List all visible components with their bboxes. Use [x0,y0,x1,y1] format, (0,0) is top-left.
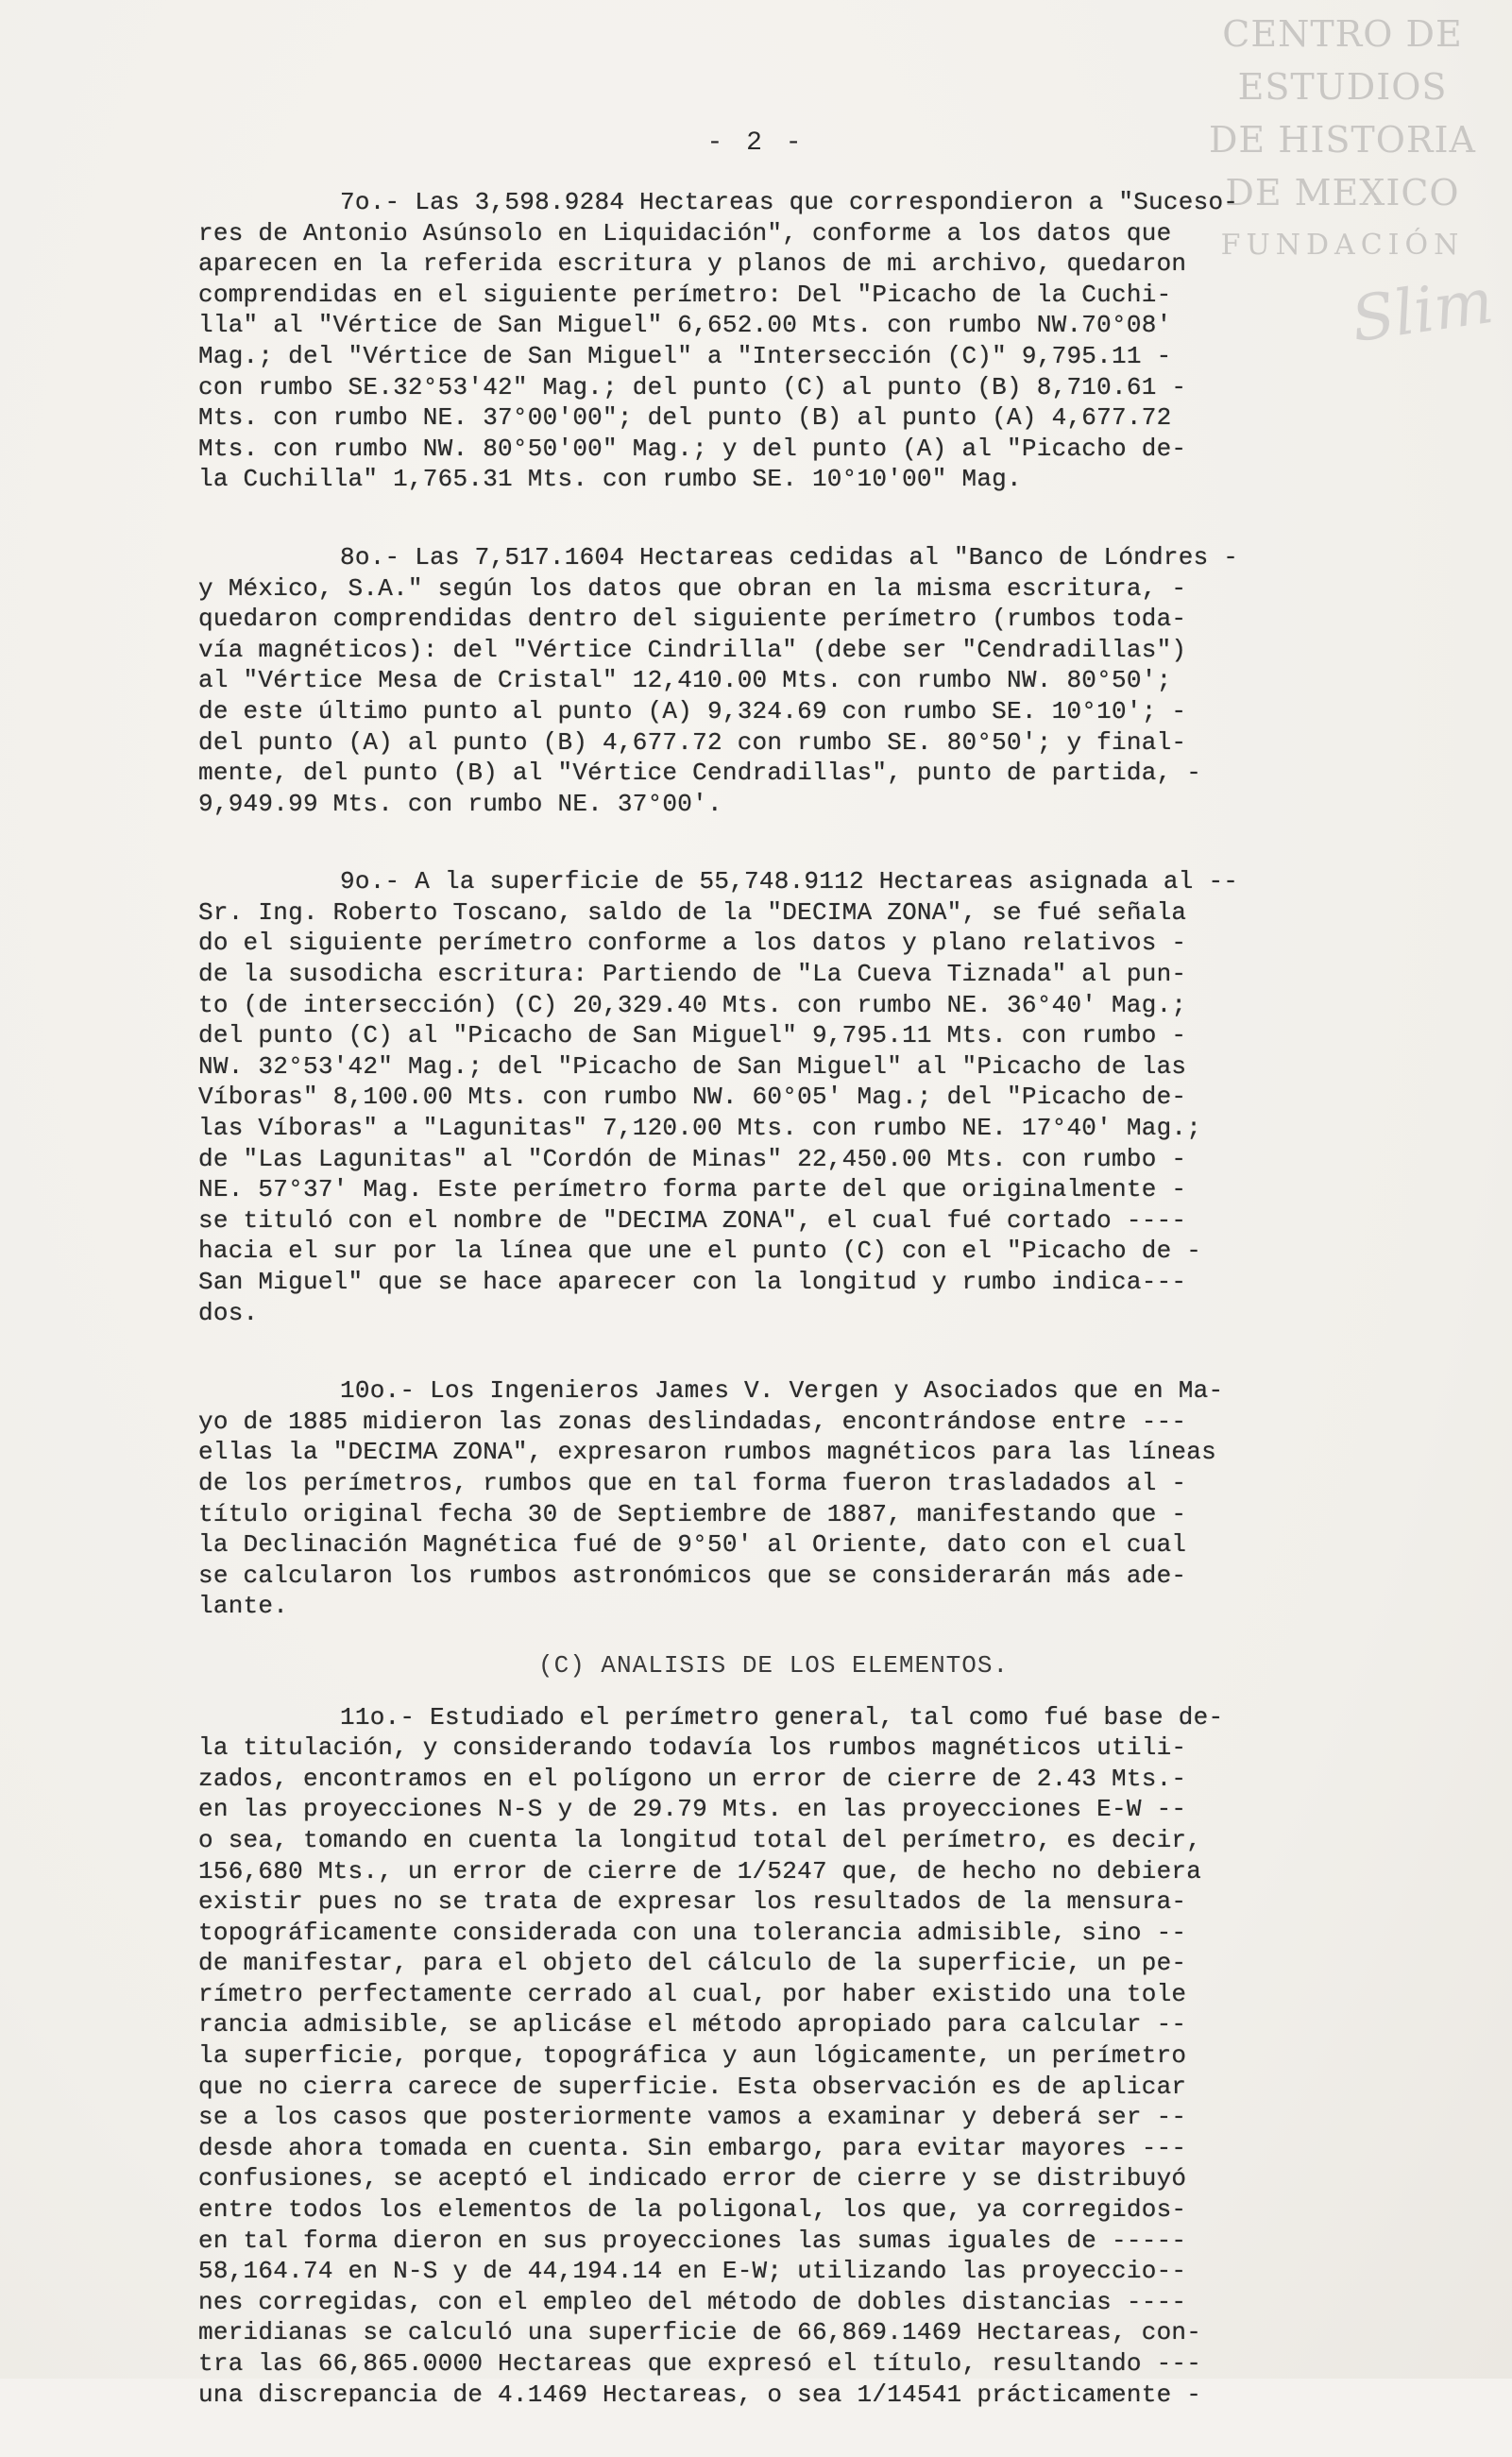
text-line: Mag.; del "Vértice de San Miguel" a "Intersección (C)" 9,795.11 - [198,341,1172,370]
text-line: la Cuchilla" 1,765.31 Mts. con rumbo SE. 10°10'00" Mag. [198,465,1022,494]
text-line: 58,164.74 en N-S y de 44,194.14 en E-W; utilizando las proyeccio-- [198,2257,1187,2286]
text-line: se tituló con el nombre de "DECIMA ZONA", el cual fué cortado ---- [198,1205,1187,1235]
text-line: la superficie, porque, topográfica y aun lógicamente, un perímetro [198,2041,1187,2071]
text-line: lante. [198,1592,289,1621]
text-line: aparecen en la referida escritura y planos de mi archivo, quedaron [198,249,1187,279]
watermark-line: DE HISTORIA [1208,119,1476,161]
text-line: NW. 32°53'42" Mag.; del "Picacho de San Miguel" al "Picacho de las [198,1051,1187,1081]
text-line: rancia admisible, se aplicáse el método apropiado para calcular -- [198,2010,1187,2039]
text-line: se calcularon los rumbos astronómicos que se considerarán más ade- [198,1561,1187,1590]
text-line: título original fecha 30 de Septiembre de 1887, manifestando que - [198,1499,1187,1528]
document-body [198,187,1445,2457]
text-line: topográficamente considerada con una tolerancia admisible, sino -- [198,1918,1187,1947]
text-line: ellas la "DECIMA ZONA", expresaron rumbos magnéticos para las líneas [198,1438,1216,1467]
text-line: 8o.- Las 7,517.1604 Hectareas cedidas al "Banco de Lóndres - [340,542,1239,572]
paragraph-11 [198,1702,1445,2411]
text-line: 156,680 Mts., un error de cierre de 1/5247 que, de hecho no debiera [198,1856,1202,1885]
text-line: Mts. con rumbo NW. 80°50'00" Mag.; y del punto (A) al "Picacho de- [198,434,1187,463]
text-line: hacia el sur por la línea que une el punto (C) con el "Picacho de - [198,1237,1202,1266]
watermark-signature: Slim [1347,264,1498,357]
text-line: Sr. Ing. Roberto Toscano, saldo de la "DECIMA ZONA", se fué señala [198,897,1187,927]
text-line: lla" al "Vértice de San Miguel" 6,652.00 Mts. con rumbo NW.70°08' [198,311,1172,340]
text-line: de los perímetros, rumbos que en tal forma fueron trasladados al - [198,1468,1187,1497]
text-line: desde ahora tomada en cuenta. Sin embargo, para evitar mayores --- [198,2133,1187,2162]
text-line: de la susodicha escritura: Partiendo de "La Cueva Tiznada" al pun- [198,960,1187,989]
watermark-subline: FUNDACIÓN [1220,229,1465,262]
text-line: la Declinación Magnética fué de 9°50' al Oriente, dato con el cual [198,1530,1187,1560]
paragraph-7 [198,187,1445,495]
paragraph-8 [198,542,1445,819]
text-line: se a los casos que posteriormente vamos a examinar y deberá ser -- [198,2103,1187,2132]
text-line: 10o.- Los Ingenieros James V. Vergen y Asociados que en Ma- [340,1376,1224,1406]
text-line: entre todos los elementos de la poligonal, los que, ya corregidos- [198,2195,1187,2225]
text-line: del punto (C) al "Picacho de San Miguel" 9,795.11 Mts. con rumbo - [198,1021,1187,1050]
watermark-line: CENTRO DE [1222,13,1463,55]
paragraph-9 [198,866,1445,1328]
paragraph-10 [198,1375,1445,1622]
page-number: - 2 - [706,128,806,158]
text-line: y México, S.A." según los datos que obran en la misma escritura, - [198,573,1187,603]
text-line: una discrepancia de 4.1469 Hectareas, o sea 1/14541 prácticamente - [198,2380,1202,2409]
text-line: de este último punto al punto (A) 9,324.69 con rumbo SE. 10°10'; - [198,696,1187,725]
text-line: en tal forma dieron en sus proyecciones las sumas iguales de ----- [198,2226,1187,2255]
text-line: do el siguiente perímetro conforme a los datos y plano relativos - [198,929,1187,958]
text-line: to (de intersección) (C) 20,329.40 Mts. con rumbo NE. 36°40' Mag.; [198,990,1187,1019]
text-line: res de Antonio Asúnsolo en Liquidación", conforme a los datos que [198,218,1172,247]
text-line: NE. 57°37' Mag. Este perímetro forma parte del que originalmente - [198,1175,1187,1204]
text-line: del punto (A) al punto (B) 4,677.72 con rumbo SE. 80°50'; y final- [198,727,1187,757]
text-line: 9,949.99 Mts. con rumbo NE. 37°00'. [198,789,722,818]
text-line: Mts. con rumbo NE. 37°00'00"; del punto (B) al punto (A) 4,677.72 [198,403,1172,433]
text-line: de manifestar, para el objeto del cálculo de la superficie, un pe- [198,1949,1187,1978]
text-line: quedaron comprendidas dentro del siguiente perímetro (rumbos toda- [198,605,1187,634]
text-line: San Miguel" que se hace aparecer con la longitud y rumbo indica--- [198,1268,1187,1296]
text-line: Víboras" 8,100.00 Mts. con rumbo NW. 60°05' Mag.; del "Picacho de- [198,1083,1187,1112]
section-heading: (C) ANALISIS DE LOS ELEMENTOS. [538,1650,1010,1680]
text-line: nes corregidas, con el empleo del método de dobles distancias ---- [198,2287,1187,2316]
text-line: con rumbo SE.32°53'42" Mag.; del punto (C) al punto (B) 8,710.61 - [198,372,1187,401]
watermark-line: DE MEXICO [1225,172,1460,213]
text-line: las Víboras" a "Lagunitas" 7,120.00 Mts. con rumbo NE. 17°40' Mag.; [198,1114,1202,1143]
text-line: al "Vértice Mesa de Cristal" 12,410.00 Mts. con rumbo NW. 80°50'; [198,666,1172,695]
text-line: 11o.- Estudiado el perímetro general, tal como fué base de- [340,1702,1224,1732]
text-line: yo de 1885 midieron las zonas deslindadas, encontrándose entre --- [198,1407,1187,1436]
text-line: existir pues no se trata de expresar los resultados de la mensura- [198,1887,1187,1917]
text-line: mente, del punto (B) al "Vértice Cendradillas", punto de partida, - [198,759,1202,788]
text-line: o sea, tomando en cuenta la longitud total del perímetro, es decir, [198,1825,1202,1854]
text-line: que no cierra carece de superficie. Esta observación es de aplicar [198,2072,1187,2101]
text-line: de "Las Lagunitas" al "Cordón de Minas" 22,450.00 Mts. con rumbo - [198,1144,1187,1173]
text-line: comprendidas en el siguiente perímetro: Del "Picacho de la Cuchi- [198,280,1172,309]
text-line: 9o.- A la superficie de 55,748.9112 Hectareas asignada al -- [340,867,1239,896]
text-line: meridianas se calculó una superficie de 66,869.1469 Hectareas, con- [198,2318,1202,2347]
text-line: tra las 66,865.0000 Hectareas que expresó el título, resultando --- [198,2349,1202,2378]
text-line: vía magnéticos): del "Vértice Cindrilla" (debe ser "Cendradillas") [198,635,1187,664]
text-line: confusiones, se aceptó el indicado error de cierre y se distribuyó [198,2164,1187,2193]
text-line: zados, encontramos en el polígono un error de cierre de 2.43 Mts.- [198,1764,1187,1793]
text-line: en las proyecciones N-S y de 29.79 Mts. en las proyecciones E-W -- [198,1795,1187,1824]
text-line: rímetro perfectamente cerrado al cual, por haber existido una tole [198,1979,1187,2008]
watermark-line: ESTUDIOS [1237,66,1448,108]
text-line: la titulación, y considerando todavía los rumbos magnéticos utili- [198,1733,1187,1763]
text-line: 7o.- Las 3,598.9284 Hectareas que correspondieron a "Suceso- [340,188,1239,216]
text-line: dos. [198,1298,259,1327]
